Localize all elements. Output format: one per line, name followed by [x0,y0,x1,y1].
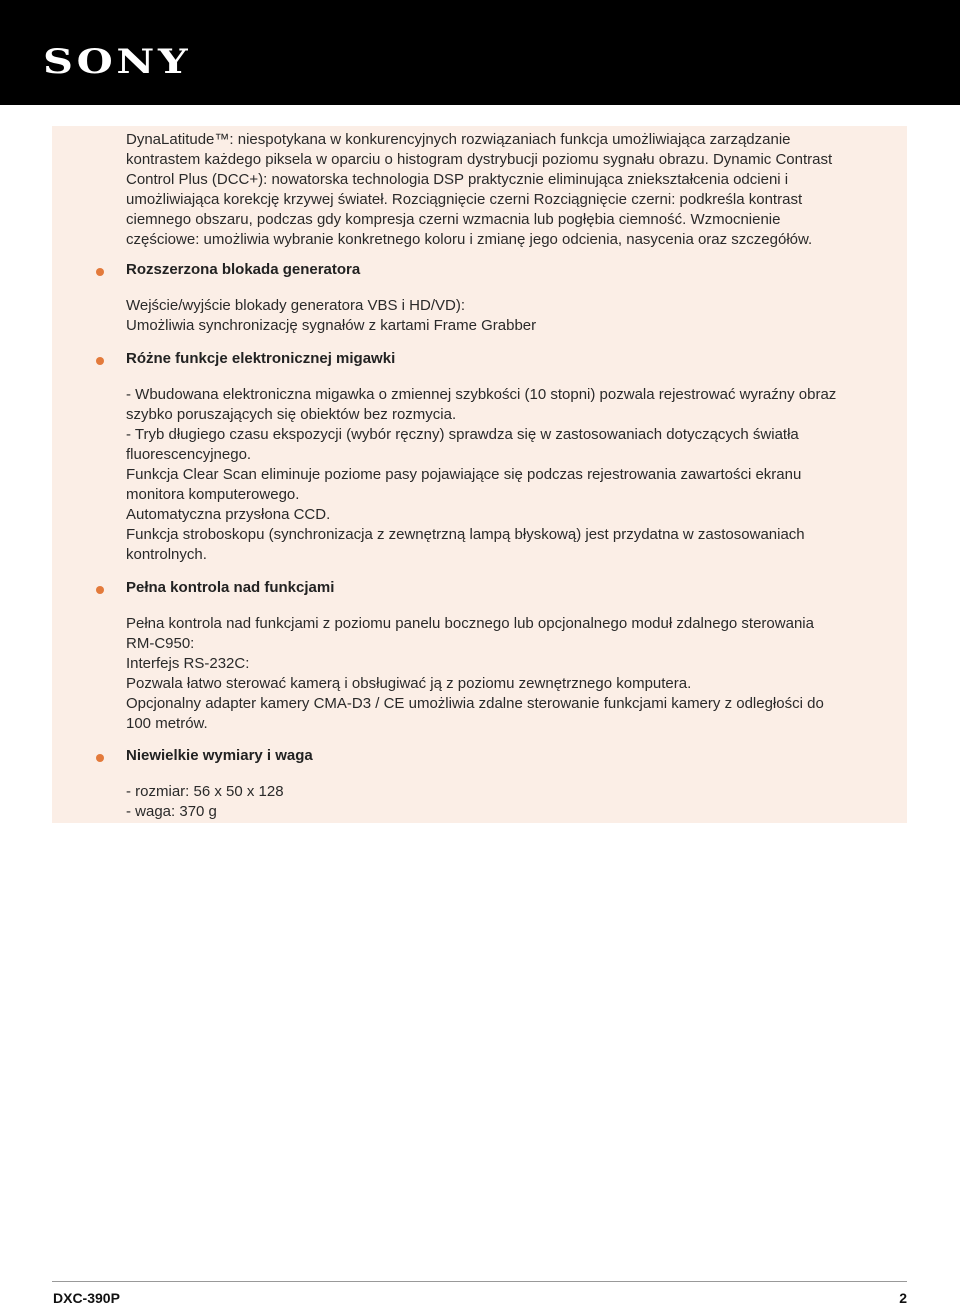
bullet-icon [96,586,104,594]
bullet-icon [96,754,104,762]
body-line: RM-C950: [126,635,195,652]
body-line: szybko poruszających się obiektów bez rozmycia. [126,406,457,423]
intro-line: kontrastem każdego piksela w oparciu o histogram dystrybucji poziomu sygnału obrazu. Dynamic Contrast [126,151,833,168]
body-line: Opcjonalny adapter kamery CMA-D3 / CE umożliwia zdalne sterowanie funkcjami kamery z odległości do [126,695,824,712]
body-line: 100 metrów. [126,715,208,732]
body-line: - rozmiar: 56 x 50 x 128 [126,783,284,800]
section-title: Pełna kontrola nad funkcjami [126,579,335,596]
body-line: Umożliwia synchronizację sygnałów z kartami Frame Grabber [126,317,537,334]
bullet-icon [96,357,104,365]
body-line: - Wbudowana elektroniczna migawka o zmiennej szybkości (10 stopni) pozwala rejestrować wyraźny obraz [126,386,837,403]
sony-logo: SONY [43,42,192,82]
intro-line: DynaLatitude™: niespotykana w konkurencyjnych rozwiązaniach funkcja umożliwiająca zarządzanie [126,131,791,148]
intro-line: częściowe: umożliwia wybranie konkretnego koloru i zmianę jego odcienia, nasycenia oraz szczegółów. [126,231,813,248]
features-panel [52,126,907,823]
body-line: Interfejs RS-232C: [126,655,250,672]
section-title: Rozszerzona blokada generatora [126,261,361,278]
body-line: - Tryb długiego czasu ekspozycji (wybór ręczny) sprawdza się w zastosowaniach dotyczących światła [126,426,799,443]
body-line: kontrolnych. [126,546,207,563]
intro-paragraph [126,130,904,250]
header-bar [0,0,960,105]
section-body [126,614,904,734]
intro-line: Control Plus (DCC+): nowatorska technologia DSP praktycznie eliminująca zniekształcenia odcieni i [126,171,789,188]
body-line: Pełna kontrola nad funkcjami z poziomu panelu bocznego lub opcjonalnego moduł zdalnego sterowania [126,615,814,632]
body-line: - waga: 370 g [126,803,217,820]
intro-line: umożliwiająca korekcję krzywej świateł. Rozciągnięcie czerni Rozciągnięcie czerni: podkreśla kontrast [126,191,803,208]
intro-line: ciemnego obszaru, podczas gdy kompresja czerni wzmacnia lub pogłębia ciemność. Wzmocnienie [126,211,781,228]
body-line: Funkcja stroboskopu (synchronizacja z zewnętrzną lampą błyskową) jest przydatna w zastosowaniach [126,526,805,543]
section-body [126,385,904,565]
body-line: Wejście/wyjście blokady generatora VBS i HD/VD): [126,297,466,314]
body-line: Automatyczna przysłona CCD. [126,506,331,523]
body-line: fluorescencyjnego. [126,446,252,463]
footer-divider [52,1281,907,1282]
section-title: Różne funkcje elektronicznej migawki [126,350,396,367]
section-title: Niewielkie wymiary i waga [126,747,313,764]
body-line: Pozwala łatwo sterować kamerą i obsługiwać ją z poziomu zewnętrznego komputera. [126,675,692,692]
body-line: monitora komputerowego. [126,486,300,503]
section-body [126,296,904,336]
section-body [126,782,904,822]
footer-model-number: DXC-390P [53,1290,120,1306]
body-line: Funkcja Clear Scan eliminuje poziome pasy pojawiające się podczas rejestrowania zawartości ekranu [126,466,802,483]
bullet-icon [96,268,104,276]
footer-page-number: 2 [899,1290,907,1306]
